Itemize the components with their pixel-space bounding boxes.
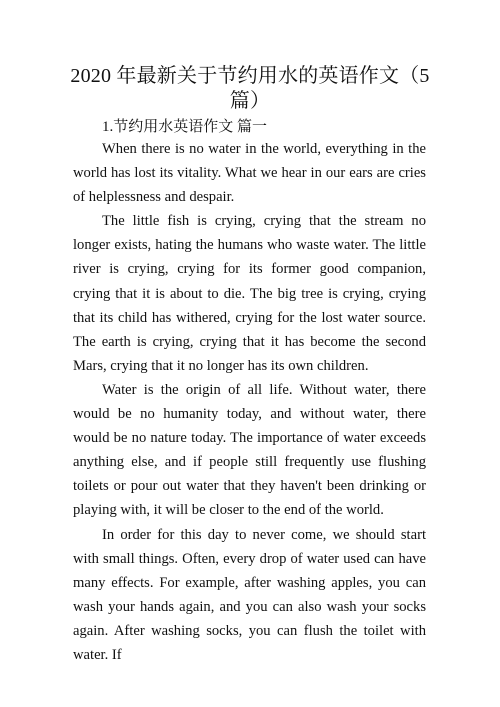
section-heading: 1.节约用水英语作文 篇一 <box>102 119 268 135</box>
document-title: 2020 年最新关于节约用水的英语作文（5 篇） <box>70 65 430 112</box>
paragraph-1: When there is no water in the world, everything in the world has lost its vitality. What we hear in our ears are cries of helplessness and despair. <box>73 141 426 206</box>
paragraph-3: Water is the origin of all life. Without water, there would be no humanity today, and without water, there would be no nature today. The importance of water exceeds anything else, and if people still frequently use flushing toilets or pour out water that they haven't been drinking or playing with, it will be closer to the end of the world. <box>73 381 426 519</box>
paragraph-2: The little fish is crying, crying that the stream no longer exists, hating the humans who waste water. The little river is crying, crying for its former good companion, crying that it is about to die. The big tree is crying, crying that its child has withered, crying for the lost water source. The earth is crying, crying that it has become the second Mars, crying that it no longer has its own children. <box>73 213 426 374</box>
paragraph-4: In order for this day to never come, we should start with small things. Often, every drop of water used can have many effects. For example, after washing apples, you can wash your hands again, and you can also wash your socks again. After washing socks, you can flush the toilet with water. If <box>73 526 426 663</box>
essay-body <box>73 137 426 667</box>
